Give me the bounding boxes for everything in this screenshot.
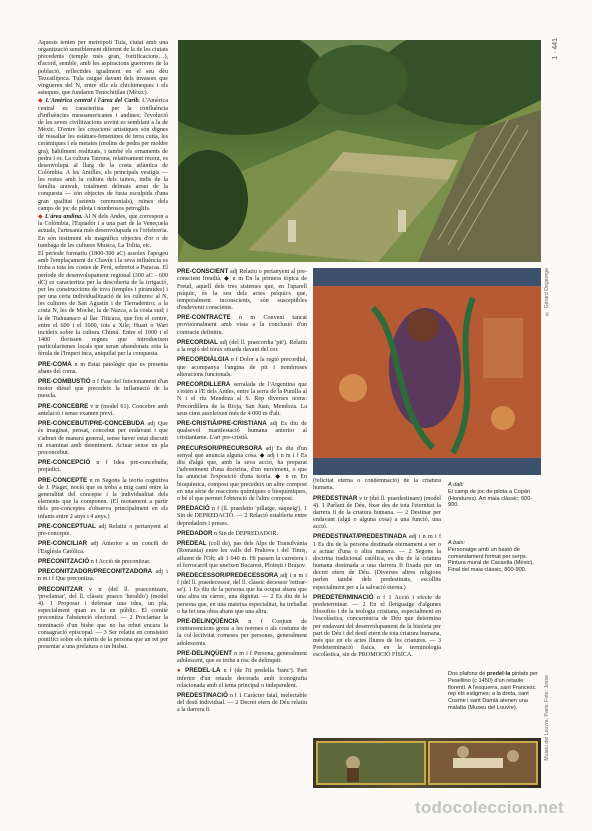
bullet-icon: ◆ [38,214,45,221]
dictionary-entry [177,381,307,418]
dictionary-entry [38,586,168,651]
headword: PRE-CONCEPTUAL [38,522,96,530]
intro-paragraph: Aquests tenien per metròpoli Tula, ciutat amb una organització sensiblement diferent de la de les ciutats precedents (temple més gran, fortificacions…), d'acord, semble, amb les aspiracions guerreres de la població, reflectides igualment en el seu déu Tezcatlipoca. Tula caigué davant dels invasors que vingueren del N, entre ells els chichimeques i els asteques, que fundaren Tenochtitlan (Mèxic). [38,40,168,97]
text-column-2 [177,266,307,786]
headword: PRE-DELINQÜÈNCIA [177,618,239,626]
headword: PREDADOR [177,529,213,537]
definition: n m i f Persona, generalment adolescent, que es troba a risc de delinquir. [177,650,307,665]
dictionary-entry [38,477,168,521]
caption-prefix: Dos plafons de [448,671,486,677]
definition: n f (de l'it predella 'banc'). Part inferior d'un retaule decorada amb iconografia relacionada amb el tema principal o independent. [177,668,307,689]
headword: PREDECESSOR/PREDECESSORA [177,572,279,579]
headword: PRECONITZAR [38,585,83,593]
page-number: 1 · 441 [552,38,559,60]
definition: n f 1 Caràcter fatal, inelectable del destí individual. — 2 Decret etern de Déu relatiu a la darrera fi [177,693,307,714]
headword: PRE-CONCILIAR [38,540,88,548]
dictionary-entry [177,445,307,503]
watermark-logo: todocoleccion.net [415,798,564,817]
text-column-1 [38,40,168,800]
dictionary-entry [38,540,168,555]
caption-top-image [448,482,542,509]
definition: n m Estat patològic que es presenta abans del coma. [38,361,168,375]
continuation-text: (felicitat eterna o condemnació) de la criatura humana. [313,478,441,492]
dictionary-entry [177,505,307,527]
section-text: Al N dels Andes, que correspon a la Colòmbia, l'Equador i a una part de la Veneçuela actuals, l'artesania més desenvolupada es l'orfebreria. En són testimoni els magnífics objectes d'or o de tumbaga de les cultures Muisca, La Tolita, etc. [38,214,168,249]
headword: PRE-CONCEBUT/PRE-CONCEBUDA [38,420,145,428]
headword: PRECORDILLERA [177,381,231,389]
definition: v tr (del ll. praeconizare, 'proclamar', del ll. clàssic praeco 'heraldo') (model 4). 1 Proposar i defensar una idea, un pla, especialment quan es fa en públic. El comitè preconitza l'abstenció electoral. — 2 Proclamar la nominació d'un bisbe que no ha rebut encara la consagració episcopal. — 3 Ser relatiu en consistori pontifici sobre els mèrits de la persona que un rei per presentar a una prelatura o un bisbat. [38,586,168,650]
definition: adj Relatiu o pertanyent al pre-concepte. [38,523,168,538]
dictionary-entry [177,650,307,665]
headword: PRE-COMA [38,360,72,368]
definition: n f (ll. praedatio 'pillatge, saqueig'). 1 Sin de DEPREDACIÓ. — 2 Relació establerta entre depredadors i preses. [177,506,307,527]
headword: PREDEL·LA [185,667,221,675]
headword: PREDEAL [177,540,207,548]
definition: serralada de l'Argentina que s'estén a l'E dels Andes, entre la serra de la Punilla al N i el riu Mendoza al S. Rep diverses noms: Precordillera de la Rioja, San Juan, Mendoza. La seus cims assoleixen més de 4 000 m d'alt. [177,382,307,417]
definition: n f Acció de preconitzar. [90,558,151,565]
caption-mural [448,540,542,574]
headword: PRECORDIAL [177,338,218,346]
headword: PRE-CONTRACTE [177,314,231,322]
headword: PREDESTINACIÓ [177,692,228,700]
definition: n f Dolor a la regió precordial, que acompanya l'angina de pit i nombroses alteracions funcionals. [177,357,307,378]
definition: adj Es diu d'un senyal que anuncia alguna cosa. ◆ adj i n m i f Es diu d'algú que, amb la seva acció, ha preparat l'adveniment d'una doctrina, d'un moviment, o que ha anunciat l'exposició d'una teoria. ◆ n m En bioquímica, compost que precedeix un altre compost en una sèrie de reaccions químiques o bioquímiques, o bé el que permet l'obtenció de l'altre compost. [177,445,307,502]
caption-predella [448,671,542,712]
caption-text: El camp de joc de pilota a Copán (Hondures). Art maia clàssic; 600-900. [448,488,533,509]
section-title: L'àrea andina. [44,214,83,221]
definition: v tr (model 61). Concebre amb antelació i sense examen previ. [38,403,168,417]
predella-illustration [313,738,541,788]
dictionary-entry [177,420,307,442]
dictionary-entry [313,594,441,658]
caption-title: A baix: [448,540,465,546]
definition: adj i n m i f Que preconitza. [38,569,168,583]
photo-cacaxtla-mural [313,268,541,475]
caption-title: A dalt: [448,482,464,488]
headword: PRECORDIÀLGIA [177,356,229,364]
photo-copan-ball-court [178,40,541,262]
definition: n Sin de DEPREDADOR. [213,530,278,537]
dictionary-entry [177,530,307,538]
dictionary-entry [38,459,168,474]
headword: PREDESTINAR [313,494,358,502]
dictionary-entry [177,540,307,570]
section-central-america [38,98,168,213]
dictionary-entry [177,314,307,336]
dictionary-entry [313,533,441,591]
headword: PRE-CONCEPTE [38,476,88,484]
dictionary-entry [38,420,168,457]
section-andean-area [38,214,168,250]
photo-credit: © Gérard Degeorge [544,268,550,316]
section-text: L'Amèrica central es caracteritza per la confluència d'influències mesoamericanes i andines; l'evolució de les seves civilitzacions sovint es semblant a la de Mèxic. D'entre les creacions artístiques són dignes de ressaltar les estàtues-femenines de terra cuita, les ceràmiques i els metates (molins de pedra per moldre gra), hàbilment realitzats, i també els ornaments de pedra i or. La cultura Tairona, relativament recent, es desenvolupà al llarg de la costa atlàntica de Colòmbia. A les Antilles, els principals vestigis — les restes amb la cultura dels tainos, indis de la família arawak, totalment delmats arran de la conquesta — són objectes de fusta esculpida d'una gran qualitat (seients ceremonials), ruïnes dels camps de joc de pilota i nombrosos petroglifs. [38,98,168,212]
definition: n f Idea pre-concebuda; prejudici. [38,460,168,474]
headword: PRE-CRISTIÀ/PRE-CRISTIANA [177,420,267,428]
headword: PRE-DELINQÜENT [177,649,233,657]
definition: adj Es diu de qualsevol manifestació humana anterior al cristianisme. L'art pre-cristià. [177,421,307,442]
headword: PRE-CONSCIENT [177,268,229,276]
definition: adj i n m i f (del ll. praedecessor, del ll. clàssic decessor 'retirar-se'). 1 Es diu de la persona que ha ocupat abans que una altra un càrrec, una dignitat. — 2 Es diu de la persona que, en una mateixa especialitat, ha treballat o ha fet una obra abans que una altra. [177,573,307,615]
text-column-3 [313,478,441,658]
caption-text: pintats per Pesellino (c 1450) d'un retaule florentí. A l'esquerra, sant Francesc rep els estigmes; a la dreta, sant Cosme i sant Damià atenen una malalta (Museu del Louvre). [448,671,538,711]
headword: PRECONITZADOR/PRECONITZADORA [38,568,153,576]
definition: n f Conjunt de contravencions greus a les normes o als costums de la col·lectivitat comeses per persones, generalment adolescents. [177,619,307,647]
dictionary-entry [38,568,168,583]
caption-text: Personatge amb un bastó de comandament format per serps. Pintura mural de Cacaxtla (Mèxic). Final del maia clàssic, 800-900. [448,546,534,574]
definition: n m Conveni tancat provisionalment amb vista a la conclusió d'un contracte definitiu. [177,315,307,336]
headword: PRE-COMBUSTIÓ [38,378,91,386]
definition: adj (del ll. praecordia 'pit'). Relatiu a la regió del tòrax situada davant del cor. [177,339,307,354]
mural-illustration [313,268,541,475]
dictionary-entry [177,618,307,648]
dictionary-entry [177,667,307,689]
dictionary-entry [177,572,307,616]
headword: PREDESTINAT/PREDESTINADA [313,533,407,541]
photo-credit: Museu del Louvre, Paris. Foto: Josse [544,675,550,761]
paragraph: El període formatiu (1800-300 aC) assolex l'apogeu amb l'emplaçament de Chavín i la seva influència es troba a tota les costes de Perú, sobretot a Paracas. El període de desenvolupament regional (300 aC - 600 dC) es caracteritza per la descoberta de la irrigació, per les construccions de tova (temples i piràmides) i per una certa individualització de les cultures: al N, les cultures de San Agustín i de Tierradentro; a la costa N, les de Moche; la de Nazca, a la costa sud; i la de Tiahuanaco al llac Titicaca, que fou el centre, entre el 600 i el 1000, tots a Xile; Huari o Wari incideix sobre la cultura Chimú. Entre el 1000 i el 1400 florissen regnes que introdueixen particularismes locals que seran abandonats sota la fèrula de l'Imperi inca, aniquilat per la conquesta. [38,251,168,358]
bullet-icon: ● [177,668,186,675]
definition: adj i n m i f 1 Es diu de la persona destinada eternament a ser o a actuar d'una o altra manera. — 2 Segons la doctrina tradicional catòlica, es diu de la criatura humana destinada a una darrera fi fixada per un decret etern de Déu. (Diverses altres religions parlen també dels predestinats, escollits especialment per a la salvació eterna.) [313,534,441,591]
photo-predella-panels [313,738,541,788]
dictionary-entry [38,403,168,418]
definition: n f 1 Acció i efecte de predeterminar. — 2 En el llenguatge d'algunes filosofies i de la teologia cristiana, especialment en l'escolàstica, concurrència de Déu que determina per endavant del desenvolupament de la història per part de Déu i del destí etern de tota criatura humana, més que en els actes lliures de les criatures. — 3 Predeterminació física, en la terminologia escolàstica, sin de PROMOCIÓ FÍSICA. [313,594,441,658]
dictionary-entry [177,268,307,312]
dictionary-entry [177,356,307,378]
headword: PRE-CONCEBRE [38,402,89,410]
dictionary-entry [38,378,168,400]
definition: n m Segons la teoria cognitiva de J. Piaget, noció que es troba a mig camí entre la generalitat del concepte i la individualitat dels elements que la componen. (El raonament a partir dels pre-conceptes s'observa principalment en els infants entre 2 anys i 4 anys.) [38,477,168,520]
ball-court-illustration [178,40,541,262]
definition: n f Fase del funcionament d'un motor dièsel que precedeix la inflamació de la mescla. [38,379,168,400]
dictionary-entry [38,558,168,566]
dictionary-entry [38,523,168,538]
section-title: L'Amèrica central i l'àrea del Carib. [45,98,141,105]
definition: adj Relatiu o pertanyent al pre-conscient freudià. ◆ n m En la primera tòpica de Freud, aquell dels tres sistemes que, en l'aparell psíquic, és la seu dels actes psíquics que, temporalment inconscients, són susceptibles d'esdevenir conscients. [177,269,307,311]
dictionary-entry [177,339,307,354]
dictionary-entry [177,692,307,714]
headword: PREDETERMINACIÓ [313,593,374,601]
headword: PRECURSOR/PRECURSORA [177,444,263,452]
dictionary-entry [38,361,168,376]
headword: PRECONITZACIÓ [38,557,90,565]
definition: adj Anterior a un concili de l'Església Catòlica. [38,541,168,555]
headword: PREDACIÓ [177,505,210,513]
definition: adj Que és imaginat, pensat, concebut per endavant i que s'admet de manera general, sense haver estat discutit ni examinat amb deteniment. Actuar sense un pla preconcebut. [38,421,168,456]
definition: v tr (del ll. praedestinare) (model 4). 1 Parlant de Déu, fixar des de tota l'eternitat la darrera fi de la criatura humana. — 2 Destinar per endavant (algú o alguna cosa) a una funció, una acció. [313,495,441,531]
headword: PRE-CONCEPCIÓ [38,459,91,467]
bullet-icon: ◆ [38,98,46,105]
caption-keyword: predel·la [486,671,511,677]
definition: (coll de), pas dels Alps de Transilvània (Romania) entre les valls del Prahova i del Timiș, afluent de l'Olt; alt 1 040 m. Hi passen la carretera i el ferrocarril que uneixen Bucarest, Ploiești i Brașov. [177,541,307,569]
dictionary-entry [313,495,441,532]
